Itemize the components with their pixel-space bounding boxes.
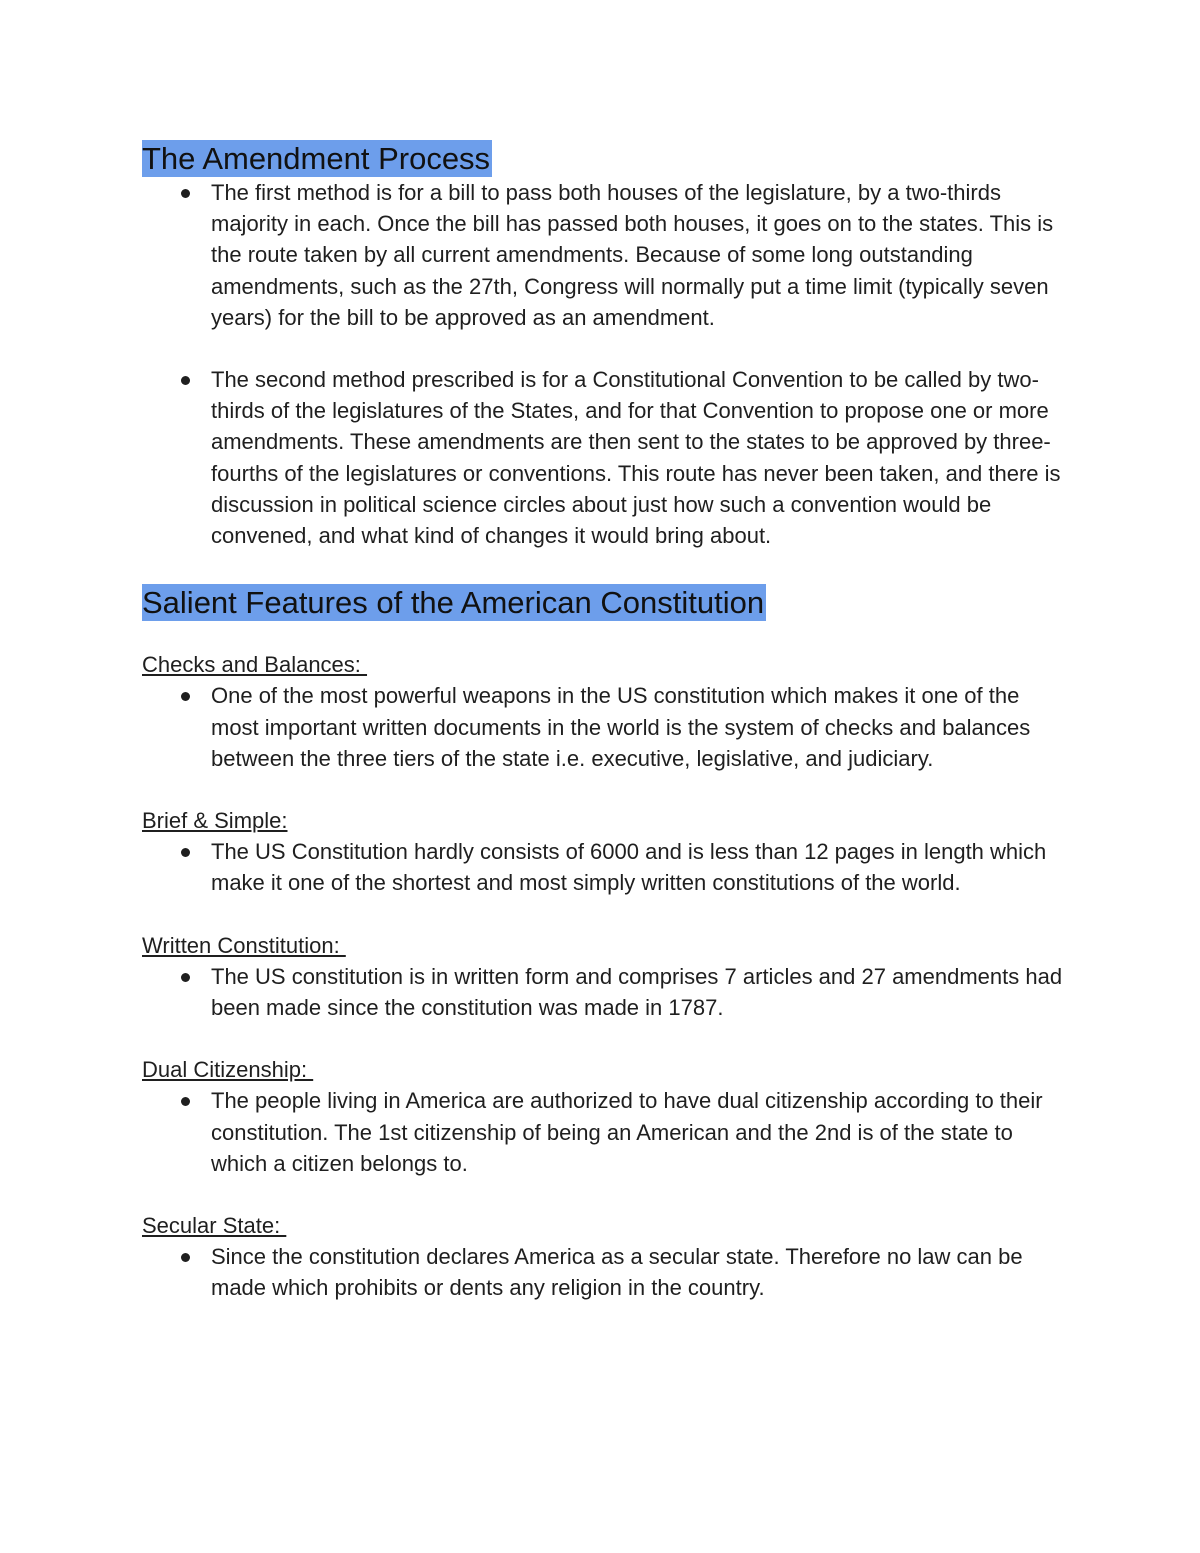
feature-label: Brief & Simple: [142, 808, 288, 834]
feature-label: Written Constitution: [142, 932, 346, 958]
list-item [142, 961, 1072, 1023]
heading-salient-features: Salient Features of the American Constitution [142, 585, 765, 621]
bullet-text: The US Constitution hardly consists of 6000 and is less than 12 pages in length which make it one of the shortest and most simply written constitutions of the world. [211, 839, 1047, 896]
section-salient-features [142, 584, 1072, 621]
feature-label: Checks and Balances: [142, 652, 368, 678]
list-item [142, 177, 1072, 333]
list-item [142, 1085, 1072, 1179]
bullet-dot-icon [181, 1253, 190, 1262]
section-amendment-process [142, 140, 1072, 177]
bullet-dot-icon [181, 189, 190, 198]
document-page [142, 140, 1072, 1304]
feature-list [142, 836, 1072, 898]
feature-dual-citizenship [142, 1054, 1072, 1179]
heading-amendment-process: The Amendment Process [142, 141, 491, 176]
amendment-methods-list [142, 177, 1072, 551]
bullet-text: The US constitution is in written form and comprises 7 articles and 27 amendments had been made since the constitution was made in 1787. [211, 963, 1063, 1021]
bullet-text: The people living in America are authorized to have dual citizenship according to their constitution. The 1st citizenship of being an American and the 2nd is of the state to which a citizen belongs to. [211, 1088, 1043, 1176]
feature-brief-and-simple [142, 805, 1072, 899]
feature-label: Dual Citizenship: [142, 1057, 314, 1083]
list-item [142, 836, 1072, 898]
bullet-dot-icon [181, 692, 190, 701]
feature-checks-and-balances [142, 649, 1072, 774]
bullet-text: Since the constitution declares America as a secular state. Therefore no law can be made which prohibits or dents any religion in the country. [211, 1244, 1023, 1301]
feature-written-constitution [142, 930, 1072, 1024]
list-item [142, 680, 1072, 774]
bullet-text: One of the most powerful weapons in the US constitution which makes it one of the most important written documents in the world is the system of checks and balances between the three tiers of the state i.e. executive, legislative, and judiciary. [211, 683, 1031, 771]
bullet-dot-icon [181, 1097, 190, 1106]
bullet-dot-icon [181, 973, 190, 982]
feature-list [142, 680, 1072, 774]
feature-label: Secular State: [142, 1213, 287, 1239]
feature-secular-state [142, 1210, 1072, 1304]
bullet-text: The first method is for a bill to pass both houses of the legislature, by a two-thirds majority in each. Once the bill has passed both houses, it goes on to the states. This is the route taken by all current amendments. Because of some long outstanding amendments, such as the 27th, Congress will normally put a time limit (typically seven years) for the bill to be approved as an amendment. [211, 180, 1054, 330]
feature-list [142, 1241, 1072, 1303]
bullet-dot-icon [181, 376, 190, 385]
feature-list [142, 961, 1072, 1023]
list-item [142, 364, 1072, 551]
bullet-dot-icon [181, 848, 190, 857]
list-item [142, 1241, 1072, 1303]
feature-list [142, 1085, 1072, 1179]
bullet-text: The second method prescribed is for a Constitutional Convention to be called by two-thirds of the legislatures of the States, and for that Convention to propose one or more amendments. These amendments are then sent to the states to be approved by three-fourths of the legislatures or conventions. This route has never been taken, and there is discussion in political science circles about just how such a convention would be convened, and what kind of changes it would bring about. [211, 367, 1061, 549]
